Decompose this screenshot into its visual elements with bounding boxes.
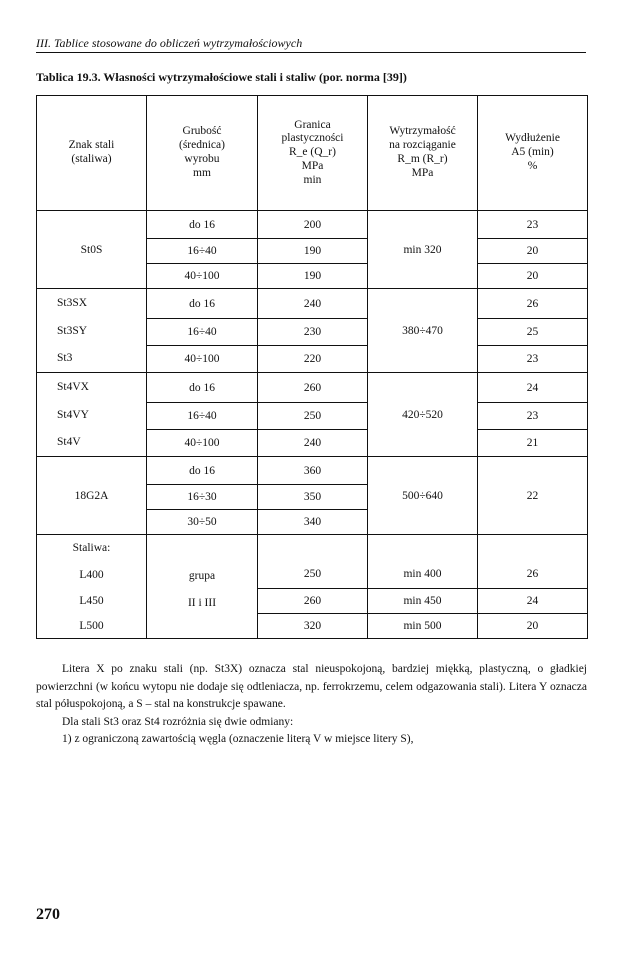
paragraph: 1) z ograniczoną zawartością węgla (oznaczenie literą V w miejsce litery S), — [62, 733, 414, 745]
wydluzenie-cell: 26 — [478, 561, 588, 589]
running-header: III. Tablice stosowane do obliczeń wytrzymałościowych — [36, 36, 303, 50]
wydluzenie-cell: 21 — [478, 430, 588, 457]
table-row — [37, 535, 588, 561]
znak-cell: L400 — [37, 561, 147, 589]
granica-cell: 340 — [258, 510, 368, 535]
body-text — [36, 661, 587, 749]
wytrzymalosc-cell: 420÷520 — [368, 373, 478, 457]
znak-cell: St3SX St3SY St3 — [37, 289, 147, 373]
table-row — [37, 589, 588, 614]
header-granica: Granica plastyczności R_e (Q_r) MPa min — [258, 96, 368, 211]
wydluzenie-cell: 22 — [478, 457, 588, 535]
grubosc-cell: do 16 — [147, 289, 258, 319]
wytrzymalosc-cell: min 450 — [368, 589, 478, 614]
header-wydluzenie: Wydłużenie A5 (min) % — [478, 96, 588, 211]
table-row — [37, 457, 588, 485]
wydluzenie-cell: 20 — [478, 614, 588, 639]
granica-cell: 250 — [258, 403, 368, 430]
header-znak: Znak stali (staliwa) — [37, 96, 147, 211]
znak-cell: 18G2A — [37, 457, 147, 535]
paragraph: Litera X po znaku stali (np. St3X) oznacza stal nieuspokojoną, bardziej miękką, plastyczną, o gładkiej powierzchni (w końcu wytopu nie dodaje się odtleniacza, np. ferrokrzemu, celem odgazowania stali). Litera Y oznacza stal półuspokojoną, a S – stal na konstrukcje spawane. — [36, 663, 587, 710]
wydluzenie-cell: 23 — [478, 403, 588, 430]
grubosc-cell: 30÷50 — [147, 510, 258, 535]
granica-cell: 190 — [258, 239, 368, 264]
empty-cell — [258, 535, 368, 561]
granica-cell: 320 — [258, 614, 368, 639]
table-row — [37, 373, 588, 403]
granica-cell: 190 — [258, 264, 368, 289]
grubosc-cell: 16÷40 — [147, 403, 258, 430]
wytrzymalosc-cell: 500÷640 — [368, 457, 478, 535]
grubosc-cell: 16÷40 — [147, 239, 258, 264]
granica-cell: 240 — [258, 289, 368, 319]
wytrzymalosc-cell: 380÷470 — [368, 289, 478, 373]
granica-cell: 220 — [258, 346, 368, 373]
table-row — [37, 289, 588, 319]
grubosc-cell: 16÷40 — [147, 319, 258, 346]
grubosc-cell: 40÷100 — [147, 264, 258, 289]
granica-cell: 240 — [258, 430, 368, 457]
granica-cell: 250 — [258, 561, 368, 589]
table-row — [37, 614, 588, 639]
znak-cell: St4VX St4VY St4V — [37, 373, 147, 457]
znak-cell: L500 — [37, 614, 147, 639]
wytrzymalosc-cell: min 320 — [368, 211, 478, 289]
znak-cell: L450 — [37, 589, 147, 614]
wytrzymalosc-cell: min 500 — [368, 614, 478, 639]
grubosc-cell: 40÷100 — [147, 346, 258, 373]
empty-cell — [368, 535, 478, 561]
grubosc-cell: do 16 — [147, 457, 258, 485]
staliwa-label: Staliwa: — [37, 535, 147, 561]
wydluzenie-cell: 26 — [478, 289, 588, 319]
granica-cell: 260 — [258, 373, 368, 403]
header-grubosc: Grubość (średnica) wyrobu mm — [147, 96, 258, 211]
granica-cell: 200 — [258, 211, 368, 239]
table-row — [37, 561, 588, 589]
wydluzenie-cell: 20 — [478, 264, 588, 289]
staliwa-grubosc-cell: grupa II i III — [147, 535, 258, 639]
properties-table — [36, 95, 588, 639]
grubosc-cell: do 16 — [147, 211, 258, 239]
wydluzenie-cell: 20 — [478, 239, 588, 264]
page-number: 270 — [36, 906, 60, 923]
table-row — [37, 211, 588, 239]
granica-cell: 360 — [258, 457, 368, 485]
empty-cell — [478, 535, 588, 561]
table-header-row — [37, 96, 588, 211]
grubosc-cell: do 16 — [147, 373, 258, 403]
wydluzenie-cell: 24 — [478, 589, 588, 614]
header-wytrzymalosc: Wytrzymałość na rozciąganie R_m (R_r) MPa — [368, 96, 478, 211]
table-caption: Tablica 19.3. Własności wytrzymałościowe stali i staliw (por. norma [39]) — [36, 70, 407, 84]
grubosc-cell: 16÷30 — [147, 485, 258, 510]
granica-cell: 350 — [258, 485, 368, 510]
wydluzenie-cell: 25 — [478, 319, 588, 346]
wydluzenie-cell: 24 — [478, 373, 588, 403]
wytrzymalosc-cell: min 400 — [368, 561, 478, 589]
znak-cell: St0S — [37, 211, 147, 289]
header-rule — [36, 52, 586, 53]
grubosc-cell: 40÷100 — [147, 430, 258, 457]
granica-cell: 260 — [258, 589, 368, 614]
granica-cell: 230 — [258, 319, 368, 346]
wydluzenie-cell: 23 — [478, 346, 588, 373]
wydluzenie-cell: 23 — [478, 211, 588, 239]
paragraph: Dla stali St3 oraz St4 rozróżnia się dwie odmiany: — [62, 715, 294, 728]
